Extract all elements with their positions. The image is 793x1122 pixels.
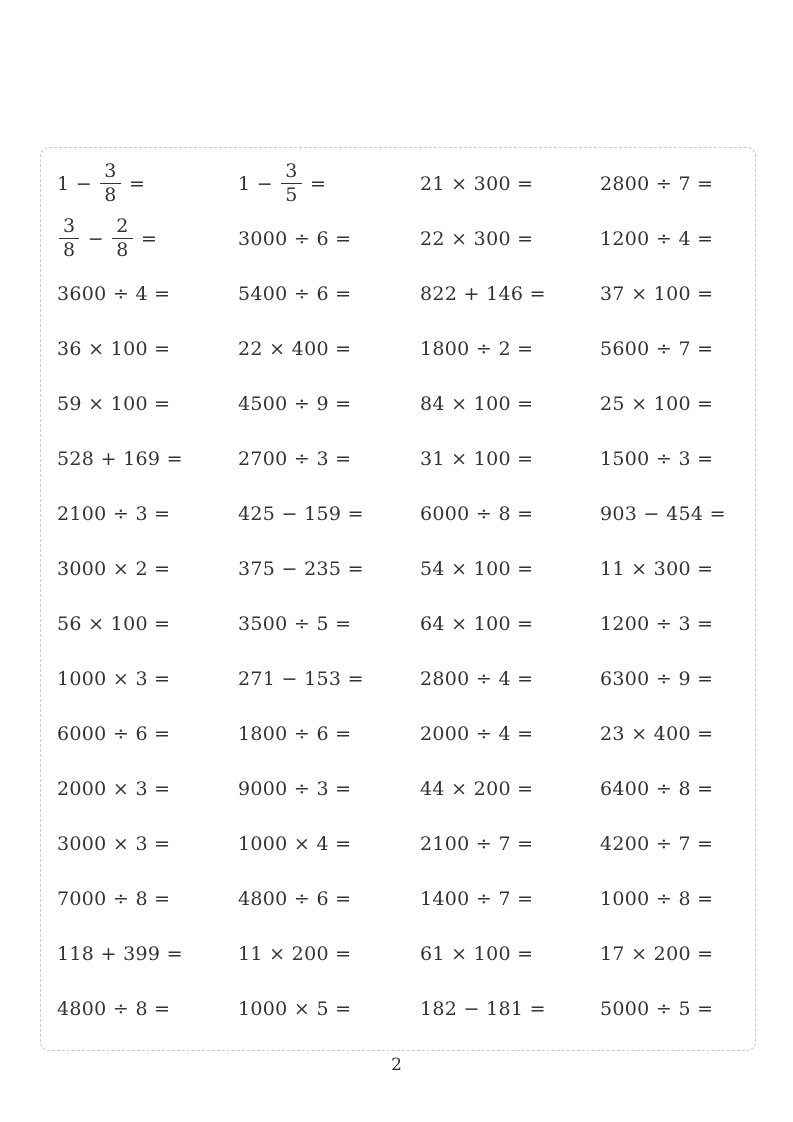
- problem: 1800 ÷ 6 =: [238, 722, 352, 745]
- problem: 1200 ÷ 4 =: [600, 227, 714, 250]
- problem: 528 + 169 =: [57, 447, 183, 470]
- problem: 1000 × 5 =: [238, 997, 352, 1020]
- fraction-numerator: 2: [116, 214, 129, 237]
- worksheet-border: [40, 147, 756, 1051]
- problem: 31 × 100 =: [420, 447, 534, 470]
- problem: 56 × 100 =: [57, 612, 171, 635]
- problem: 182 − 181 =: [420, 997, 546, 1020]
- problem: 375 − 235 =: [238, 557, 364, 580]
- page-number: 2: [391, 1055, 402, 1075]
- problem: 1000 ÷ 8 =: [600, 887, 714, 910]
- problem: 59 × 100 =: [57, 392, 171, 415]
- problem: 2700 ÷ 3 =: [238, 447, 352, 470]
- fraction-denominator: 5: [281, 183, 301, 206]
- problem: 5000 ÷ 5 =: [600, 997, 714, 1020]
- problem: 118 + 399 =: [57, 942, 183, 965]
- problem: 1 − $\frac{3}{8}$ =: [57, 159, 146, 206]
- fraction: [59, 216, 79, 262]
- problem: 1000 × 3 =: [57, 667, 171, 690]
- problem: 1400 ÷ 7 =: [420, 887, 534, 910]
- problem: 44 × 200 =: [420, 777, 534, 800]
- problem: 3000 × 3 =: [57, 832, 171, 855]
- problem: 21 × 300 =: [420, 172, 534, 195]
- problem: 3000 × 2 =: [57, 557, 171, 580]
- fraction-numerator: 3: [63, 214, 76, 237]
- problem: 6000 ÷ 8 =: [420, 502, 534, 525]
- problem: 9000 ÷ 3 =: [238, 777, 352, 800]
- problem: 7000 ÷ 8 =: [57, 887, 171, 910]
- problem: 64 × 100 =: [420, 612, 534, 635]
- problem: 1000 × 4 =: [238, 832, 352, 855]
- problem: 2800 ÷ 7 =: [600, 172, 714, 195]
- fraction-denominator: 8: [112, 238, 132, 261]
- problem-grid: [41, 148, 755, 1050]
- problem: 54 × 100 =: [420, 557, 534, 580]
- problem: 2100 ÷ 3 =: [57, 502, 171, 525]
- problem: 11 × 300 =: [600, 557, 714, 580]
- fraction-numerator: 3: [285, 159, 298, 182]
- problem: 1 − $\frac{3}{5}$ =: [238, 159, 327, 206]
- problem: 4500 ÷ 9 =: [238, 392, 352, 415]
- fraction: [281, 161, 301, 207]
- fraction-denominator: 8: [59, 238, 79, 261]
- problem: 3000 ÷ 6 =: [238, 227, 352, 250]
- problem: 25 × 100 =: [600, 392, 714, 415]
- problem: 2100 ÷ 7 =: [420, 832, 534, 855]
- problem: 3500 ÷ 5 =: [238, 612, 352, 635]
- problem: 425 − 159 =: [238, 502, 364, 525]
- problem: 5600 ÷ 7 =: [600, 337, 714, 360]
- problem: 84 × 100 =: [420, 392, 534, 415]
- problem: 6300 ÷ 9 =: [600, 667, 714, 690]
- problem: 4800 ÷ 8 =: [57, 997, 171, 1020]
- problem: 22 × 300 =: [420, 227, 534, 250]
- problem: $\frac{3}{8}$ − $\frac{2}{8}$ =: [57, 211, 238, 266]
- problem: 271 − 153 =: [238, 667, 364, 690]
- problem: 1800 ÷ 2 =: [420, 337, 534, 360]
- problem: 36 × 100 =: [57, 337, 171, 360]
- problem: 6400 ÷ 8 =: [600, 777, 714, 800]
- problem: 23 × 400 =: [600, 722, 714, 745]
- fraction: [112, 216, 132, 262]
- problem: 903 − 454 =: [600, 502, 726, 525]
- problem: 4800 ÷ 6 =: [238, 887, 352, 910]
- problem: 1200 ÷ 3 =: [600, 612, 714, 635]
- problem: 3600 ÷ 4 =: [57, 282, 171, 305]
- fraction-denominator: 8: [100, 183, 120, 206]
- problem: 11 × 200 =: [238, 942, 352, 965]
- problem: 2800 ÷ 4 =: [420, 667, 534, 690]
- problem: 37 × 100 =: [600, 282, 714, 305]
- problem: 22 × 400 =: [238, 337, 352, 360]
- problem: 17 × 200 =: [600, 942, 714, 965]
- problem: 2000 × 3 =: [57, 777, 171, 800]
- fraction: [100, 161, 120, 207]
- problem: 61 × 100 =: [420, 942, 534, 965]
- fraction-numerator: 3: [104, 159, 117, 182]
- problem: 1500 ÷ 3 =: [600, 447, 714, 470]
- problem: 4200 ÷ 7 =: [600, 832, 714, 855]
- problem: 6000 ÷ 6 =: [57, 722, 171, 745]
- problem: 5400 ÷ 6 =: [238, 282, 352, 305]
- problem: 2000 ÷ 4 =: [420, 722, 534, 745]
- problem: 822 + 146 =: [420, 282, 546, 305]
